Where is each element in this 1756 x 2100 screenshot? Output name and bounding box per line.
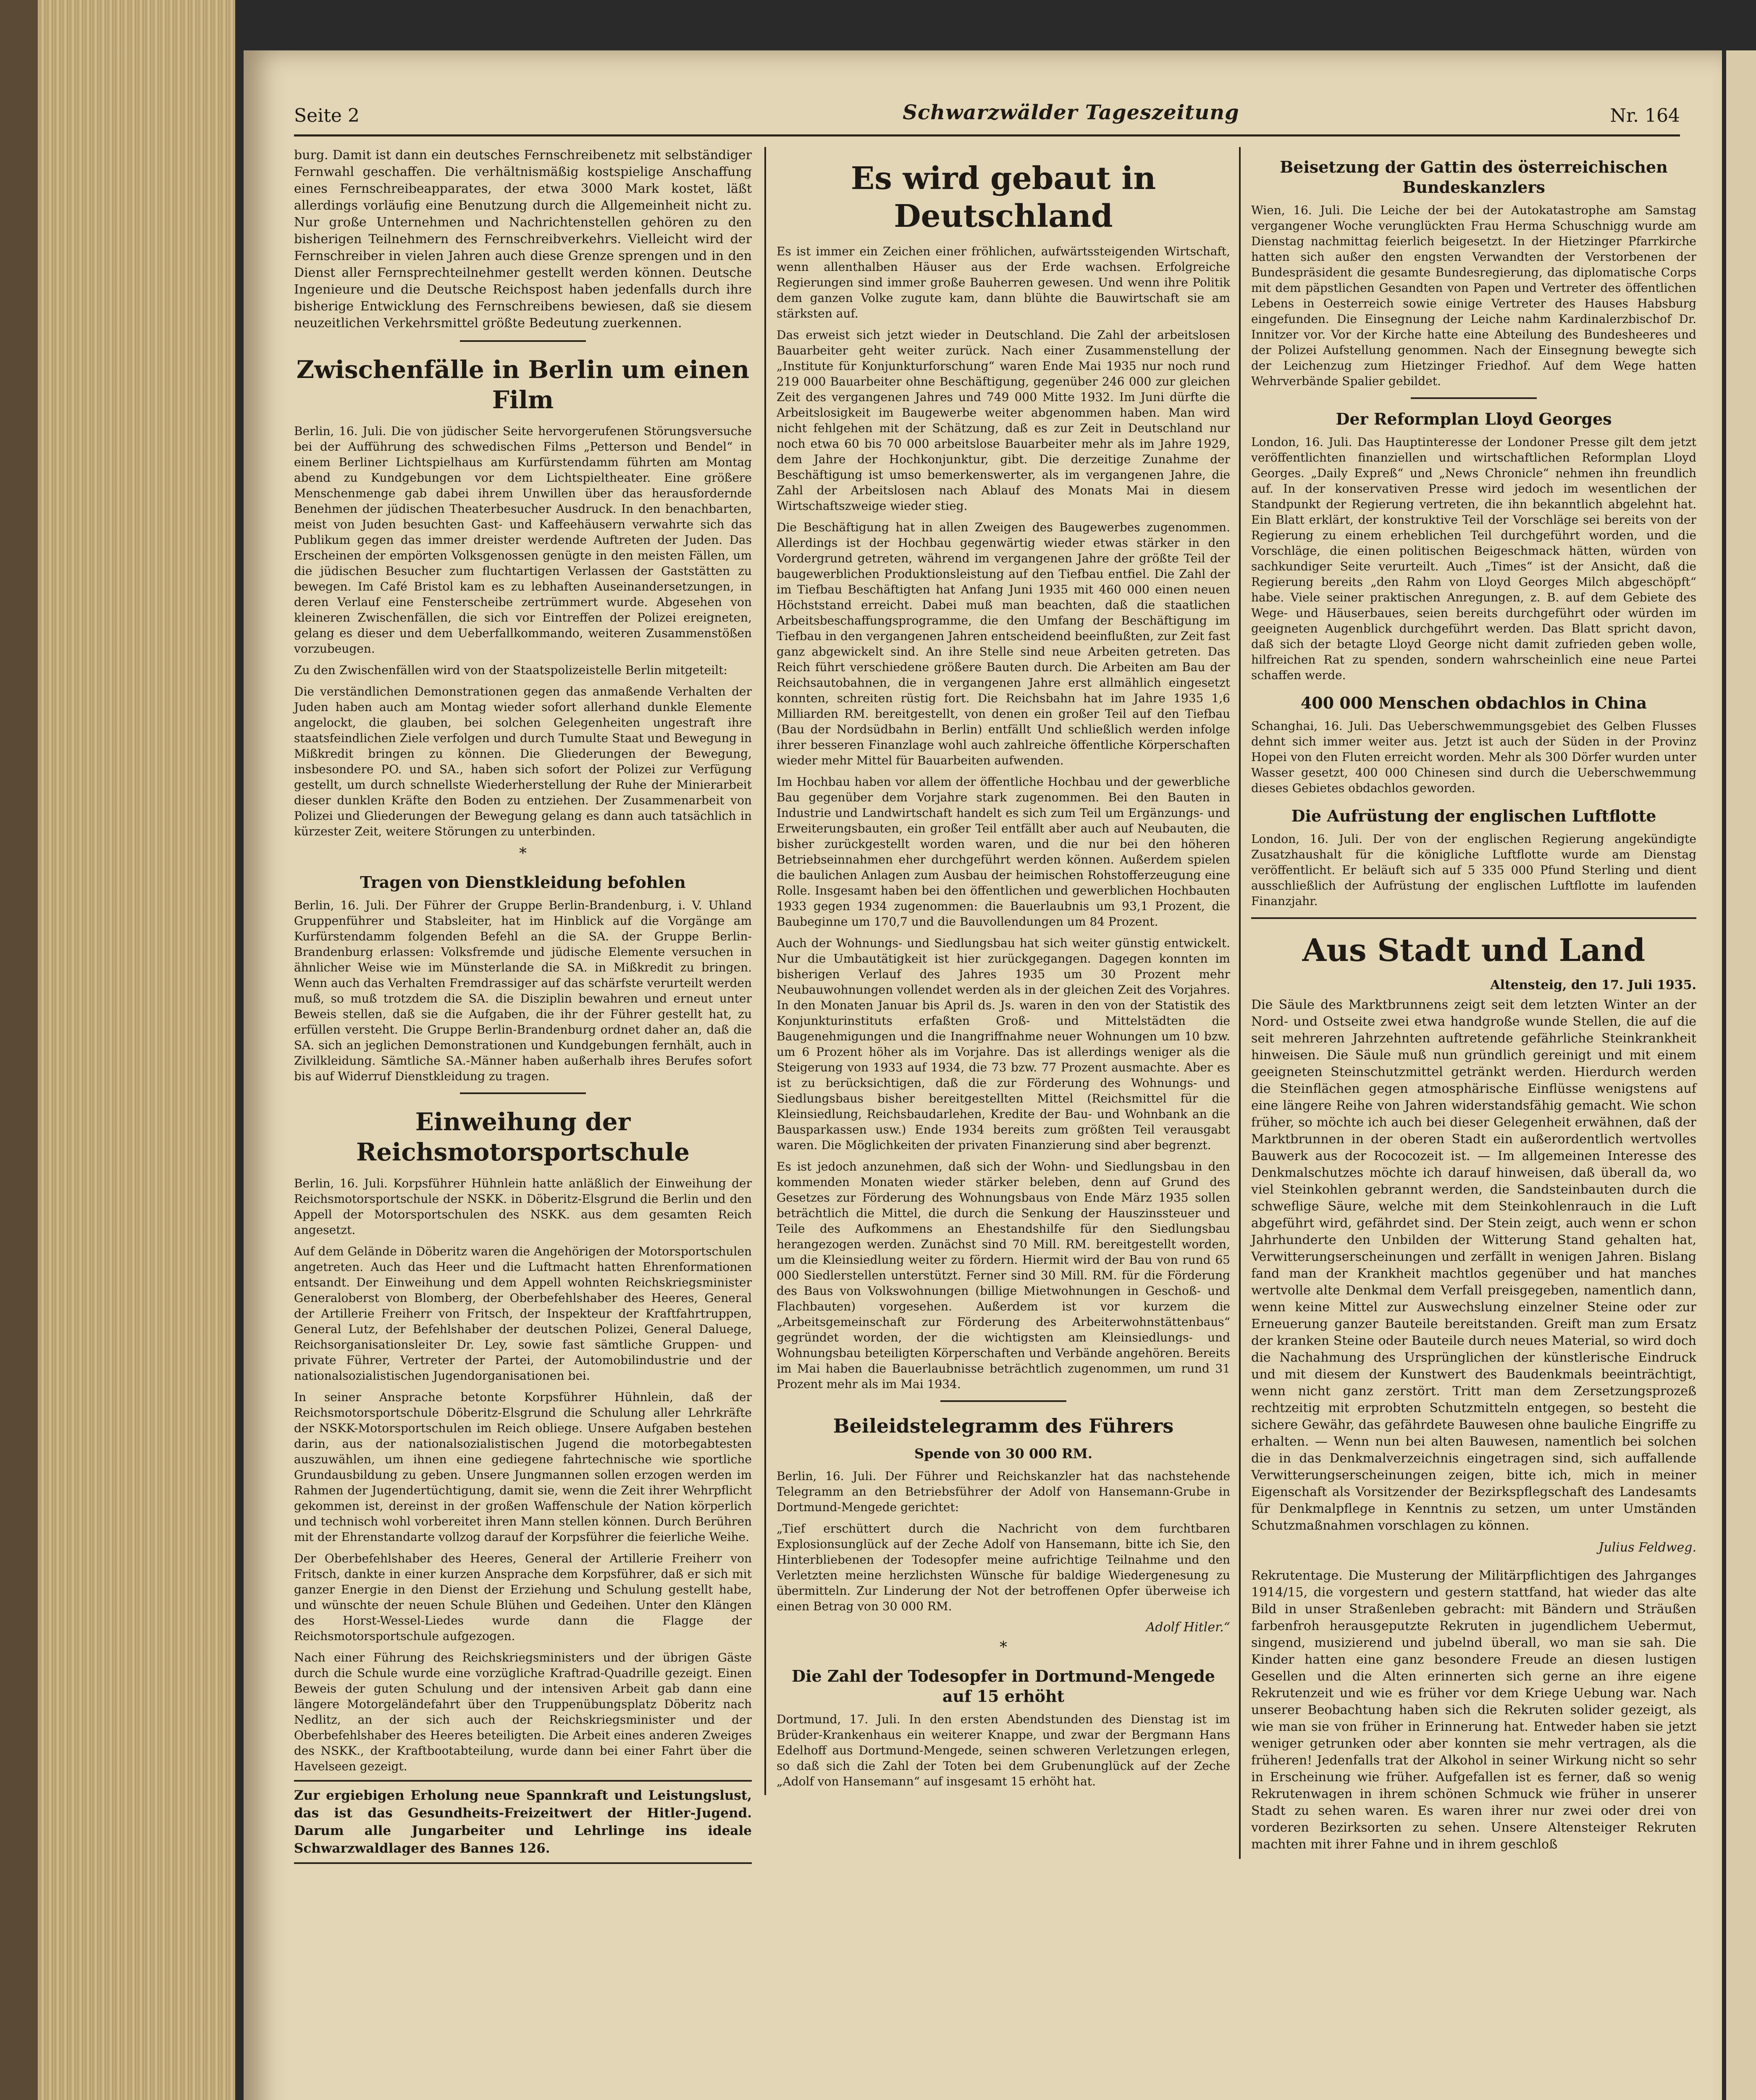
headline-film-incidents: Zwischenfälle in Berlin um einen Film bbox=[296, 355, 750, 414]
divider bbox=[460, 1092, 586, 1094]
paragraph: Die verständlichen Demonstrationen gegen das anmaßende Verhalten der Juden haben auch am Montag wieder sofort allerhand dunkle Elemente angelockt, die glauben, bei solchen Gelegenheiten ungestraft ihre staatsfeindlichen Ziele verfolgen und durch Tumulte Staat und Bewegung in Mißkredit bringen zu können. Die Gliederungen der Bewegung, insbesondere PO. und SA., haben sich sofort der Polizei zur Verfügung gestellt, um durch schnellste Wiederherstellung der Ruhe der Minierarbeit dieser dunklen Kräfte den Boden zu entziehen. Der Zusammenarbeit von Polizei und Gliederungen der Bewegung gelang es dann auch tatsächlich in kürzester Zeit, weitere Störungen zu unterbinden. bbox=[294, 685, 752, 838]
article-continuation: burg. Damit ist dann ein deutsches Fernschreibenetz mit selbständiger Fernwahl geschaffen. Die verhältnismäßig kostspielige Anschaffung eines Fernschreibeapparates, der etwa 3000 Mark kostet, läßt allerdings vorläufig eine Benutzung durch die Allgemeinheit nicht zu. Nur große Unternehmen und Nachrichtenstellen gehören zu den bisherigen Teilnehmern des Fernschreibverkehrs. Vielleicht wird der Fernschreiber in vielen Jahren auch diese Grenze sprengen und in den Dienst aller Fernsprechteilnehmer gestellt werden können. Deutsche Ingenieure und die Deutsche Reichspost haben jedenfalls durch ihre bisherige Entwicklung des Fernschreibens bewiesen, daß sie diesem neuzeitlichen Verkehrsmittel größte Bedeutung zuerkennen. bbox=[294, 148, 752, 331]
headline-motorsport-school: Einweihung der Reichsmotorsportschule bbox=[356, 1108, 690, 1166]
paragraph: Berlin, 16. Juli. Korpsführer Hühnlein hatte anläßlich der Einweihung der Reichsmotorsportschule der NSKK. in Döberitz-Elsgrund die Berlin und den Appell der Motorsportschulen des NSKK. aus dem gesamten Reich angesetzt. bbox=[294, 1176, 752, 1237]
paragraph: Die Säule des Marktbrunnens zeigt seit dem letzten Winter an der Nord- und Ostseite zwei etwa handgroße wunde Stellen, die auf die seit mehreren Jahrzehnten auftretende gefährliche Steinkrankheit hinweisen. Die Säule muß nun gründlich gereinigt und mit einem geeigneten Steinschutzmittel getränkt werden. Hierdurch werden die Steinflächen gegen atmosphärische Einflüsse wenigstens auf eine längere Reihe von Jahren widerstandsfähig gemacht. Wie schon früher, so möchte ich auch bei dieser Gelegenheit erwähnen, daß der Marktbrunnen in der oberen Stadt ein außerordentlich wertvolles Bauwerk aus der Rococozeit ist. — Im allgemeinen Interesse des Denkmalschutzes möchte ich darauf hinweisen, daß überall da, wo viel Steinkohlen gebrannt werden, die Sandsteinbauten durch die schweflige Säure, welche mit dem Steinkohlenrauch in die Luft abgeführt wird, gefährdet sind. Der Stein zeigt, auch wenn er schon Jahrhunderte den Unbilden der Witterung Stand gehalten hat, Verwitterungserscheinungen und zerfällt in wenigen Jahren. Bislang fand man der Krankheit machtlos gegenüber und hat manches wertvolle alte Denkmal dem Verfall preisgegeben, namentlich dann, wenn keine Mittel zur Auswechslung einzelner Steine oder zur Erneuerung ganzer Bauteile bereitstanden. Greift man zum Ersatz der kranken Steine oder Bauteile durch neues Material, so wird doch die Nachahmung des Ursprünglichen der künstlerische Eindruck und mit diesem der Kunstwert des Baudenkmals beeinträchtigt, wenn nicht ganz zerstört. Tritt man dem Zersetzungsprozeß rechtzeitig mit erprobten Schutzmitteln entgegen, so besteht die sichere Gewähr, das gefährdete Bauwesen ohne bauliche Eingriffe zu erhalten. — Wenn nun bei alten Bauwesen, namentlich bei solchen die in das Denkmalverzeichnis eingetragen sind, sich auffallende Verwitterungserscheinungen zeigen, bitte ich, mich in meiner Eigenschaft als Vorsitzender der Bezirkspflegschaft des Landesamts für Denkmalpflege in Kenntnis zu setzen, um unter Umständen Schutzmaßnahmen vorschlagen zu können. bbox=[1251, 998, 1696, 1533]
headline-local-section: Aus Stadt und Land bbox=[1302, 932, 1646, 969]
page-header bbox=[294, 88, 1680, 136]
paragraph: Es ist jedoch anzunehmen, daß sich der Wohn- und Siedlungsbau in den kommenden Monaten wieder stärker beleben, denn auf Grund des Gesetzes zur Förderung des Wohnungsbaus von Ende März 1935 sollen beträchtlich die Mittel, die durch die Senkung der Hauszinssteuer und Teile des Aufkommens an Ehestandshilfe für den Siedlungsbau herangezogen werden. Zunächst sind 70 Mill. RM. bereitgestellt worden, um die Kleinsiedlung weiter zu fördern. Hiermit wird der Bau von rund 65 000 Siedlerstellen unterstützt. Ferner sind 30 Mill. RM. für die Förderung des Baus von Volkswohnungen (billige Mietwohnungen in Geschoß- und Flachbauten) vorgesehen. Außerdem ist vor kurzem die „Arbeitsgemeinschaft zur Förderung des Arbeiterwohnstättenbaus“ gegründet worden, der die wichtigsten am Kleinsiedlungs- und Wohnungsbau beteiligten Körperschaften und Verbände angehören. Bereits im Mai haben die Bauerlaubnisse beträchtlich zugenommen, um rund 31 Prozent mehr als im Mai 1934. bbox=[777, 1160, 1230, 1391]
headline-funeral: Beisetzung der Gattin des österreichischen Bundeskanzlers bbox=[1280, 158, 1668, 197]
headline-reform-plan: Der Reformplan Lloyd Georges bbox=[1336, 410, 1612, 428]
separator-star: * bbox=[1000, 1639, 1007, 1656]
telegram-text: „Tief erschüttert durch die Nachricht von dem furchtbaren Explosionsunglück auf der Zeche Adolf von Hansemann, bitte ich Sie, den Hinterbliebenen der Todesopfer meine aufrichtige Teilnahme und den Verletzten meine herzlichsten Wünsche für baldige Wiedergenesung zu übermitteln. Zur Linderung der Not der betroffenen Opfer überweise ich einen Betrag von 30 000 RM. bbox=[777, 1522, 1230, 1613]
paragraph: Die Beschäftigung hat in allen Zweigen des Baugewerbes zugenommen. Allerdings ist der Hochbau gegenwärtig wieder etwas stärker in den Vordergrund getreten, während im vergangenen Jahre der größte Teil der baugewerblichen Produktionsleistung auf den Tiefbau entfiel. Die Zahl der im Tiefbau Beschäftigten hat Anfang Juni 1935 mit 460 000 einen neuen Höchststand erreicht. Dabei muß man beachten, daß die staatlichen Arbeitsbeschaffungsprogramme, die den Umfang der Beschäftigung im Tiefbau in den vergangenen Jahren entscheidend beeinflußten, zur Zeit fast ganz abgewickelt sind. An ihre Stelle sind neue Arbeiten getreten. Das Reich führt verschiedene größere Bauten durch. Die Arbeiten am Bau der Reichsautobahnen, die in vergangenen Jahre erst allmählich eingesetzt konnten, schreiten rüstig fort. Die Reichsbahn hat im Jahre 1935 1,6 Milliarden RM. bereitgestellt, von denen ein großer Teil auf den Tiefbau (Bau der Nordsüdbahn in Berlin) entfällt Und schließlich werden infolge ihrer besseren Finanzlage wohl auch zahlreiche öffentliche Körperschaften wieder mehr Mittel für Bauarbeiten aufwenden. bbox=[777, 520, 1230, 767]
subheadline-donation: Spende von 30 000 RM. bbox=[914, 1446, 1093, 1462]
divider bbox=[1411, 397, 1537, 399]
separator-star: * bbox=[519, 845, 527, 862]
page-number-label: Seite 2 bbox=[294, 105, 360, 126]
paragraph: Rekrutentage. Die Musterung der Militärpflichtigen des Jahrganges 1914/15, die vorgestern und gestern stattfand, hat wieder das alte Bild in unser Straßenleben gebracht: mit Bändern und Sträußen farbenfroh herausgeputzte Rekruten in jugendlichem Uebermut, singend, musizierend und jubelnd überall, wo man sie sah. Die Kinder hatten eine ganz besondere Freude an diesen lustigen Gesellen und die Alten erinnerten sich gerne an ihre eigene Rekrutenzeit und wie es früher vor dem Kriege Uebung war. Nach unserer Beobachtung haben sich die Rekruten solider gezeigt, als wie man sie von früher in Erinnerung hat. Entweder haben sie jetzt weniger getrunken oder aber konnten sie mehr vertragen, als die früheren! Jedenfalls trat der Alkohol in seiner Wirkung nicht so sehr in Erscheinung wie früher. Aufgefallen ist es ferner, daß so wenig Rekrutenwagen in ihrem schönen Schmuck wie früher in unserer Stadt zu sehen waren. Es waren ihrer nur zwei oder drei von vorderen Bezirksorten zu sehen. Unsere Altensteiger Rekruten machten mit ihrer Fahne und in ihrem geschloß bbox=[1251, 1568, 1696, 1852]
divider bbox=[1251, 917, 1696, 919]
paragraph: Im Hochbau haben vor allem der öffentliche Hochbau und der gewerbliche Bau gegenüber dem Vorjahre stark zugenommen. Bei den Bauten in Industrie und Landwirtschaft handelt es sich zum Teil um Ergänzungs- und Erweiterungsbauten, ein großer Teil entfällt aber auch auf Neubauten, die bisher zurückgestellt worden waren, und die nur bei den höheren Betriebseinnahmen eher durchgeführt werden können. Außerdem spielen die baulichen Anlagen zum Ausbau der heimischen Rohstofferzeugung eine Rolle. Insgesamt haben bei den öffentlichen und gewerblichen Hochbauten 1933 gegen 1934 zugenommen: die Bauerlaubnis um 93,1 Prozent, die Baubeginne um 170,7 und die Bauvollendungen um 84 Prozent. bbox=[777, 775, 1230, 929]
paragraph: London, 16. Juli. Das Hauptinteresse der Londoner Presse gilt dem jetzt veröffentlichten finanziellen und wirtschaftlichen Reformplan Lloyd Georges. „Daily Expreß“ und „News Chronicle“ nehmen ihn freundlich auf. In der konservativen Presse wird jedoch im wesentlichen der Standpunkt der Regierung vertreten, die ihn bekanntlich abgelehnt hat. Ein Blatt erklärt, der konstruktive Teil der Vorschläge sei bereits von der Regierung zu einem erheblichen Teil durchgeführt worden, und die Vorschläge, die einen politischen Beigeschmack hätten, würden von sachkundiger Seite verurteilt. Auch „Times“ ist der Ansicht, daß die Regierung bereits „den Rahm von Lloyd Georges Milch abgeschöpft“ habe. Viele seiner praktischen Anregungen, z. B. auf dem Gebiete des Wege- und Häuserbaues, seien bereits durchgeführt oder würden im geeigneten Augenblick durchgeführt werden. Das Blatt spricht davon, daß sich der betagte Lloyd George nicht damit zufrieden geben wolle, hilfreichen Rat zu spenden, sondern wahrscheinlich eine neue Partei schaffen werde. bbox=[1251, 435, 1696, 682]
headline-china-flood: 400 000 Menschen obdachlos in China bbox=[1300, 693, 1647, 712]
author-signature: Julius Feldweg. bbox=[1599, 1540, 1696, 1555]
paragraph: In seiner Ansprache betonte Korpsführer Hühnlein, daß der Reichsmotorsportschule Döberitz-Elsgrund die Schulung aller Lehrkräfte der NSKK-Motorsportschulen im Reich obliege. Unsere Aufgaben bestehen darin, aus der nationalsozialistischen Jugend die motorbegabtesten auszuwählen, um ihnen eine gediegene fahrtechnische wie sportliche Grundausbildung zu geben. Unsere Jungmannen sollen erzogen werden im Rahmen der Jugendertüchtigung, damit sie, wenn die Zeit ihrer Wehrpflicht gekommen ist, dereinst in der großen Waffenschule der Nation körperlich und technisch wohl vorbereitet ihren Mann stellen können. Durch Berühren mit der Ehrenstandarte vollzog darauf der Korpsführer die feierliche Weihe. bbox=[294, 1390, 752, 1544]
newspaper-title: Schwarzwälder Tageszeitung bbox=[903, 101, 1239, 124]
paragraph: Berlin, 16. Juli. Der Führer und Reichskanzler hat das nachstehende Telegramm an den Betriebsführer der Adolf von Hansemann-Grube in Dortmund-Mengede gerichtet: bbox=[777, 1469, 1230, 1514]
column-1 bbox=[294, 147, 752, 1864]
headline-condolence-telegram: Beileidstelegramm des Führers bbox=[833, 1415, 1174, 1437]
paragraph: Wien, 16. Juli. Die Leiche der bei der Autokatastrophe am Samstag vergangener Woche verunglückten Frau Herma Schuschnigg wurde am Dienstag nachmittag feierlich beigesetzt. In der Hietzinger Pfarrkirche hatten sich außer den engsten Verwandten der Verstorbenen der Bundespräsident die gesamte Bundesregierung, das diplomatische Corps mit dem päpstlichen Gesandten von Papen und Vertreter des öffentlichen Lebens in Oesterreich sowie einige Vertreter des Hauses Habsburg eingefunden. Die Einsegnung der Leiche nahm Kardinalerzbischof Dr. Innitzer vor. Vor der Kirche hatte eine Abteilung des Bundesheeres und der Polizei Aufstellung genommen. Nach der Einsegnung bewegte sich der Leichenzug zum Hietzinger Friedhof. Auf dem Wege hatten Wehrverbände Spalier gebildet. bbox=[1251, 203, 1696, 388]
paragraph: Das erweist sich jetzt wieder in Deutschland. Die Zahl der arbeitslosen Bauarbeiter geht weiter zurück. Nach einer Zusammenstellung der „Institute für Konjunkturforschung“ waren Ende Mai 1935 nur noch rund 219 000 Bauarbeiter ohne Beschäftigung, gegenüber 246 000 zur gleichen Zeit des vergangenen Jahres und 749 000 Mitte 1932. Im Juni dürfte die Arbeitslosigkeit im Baugewerbe weiter abgenommen haben. Man wird nicht fehlgehen mit der Schätzung, daß es zur Zeit in Deutschland nur noch etwa 60 bis 70 000 arbeitslose Bauarbeiter mehr als im Jahre 1929, dem Jahre der Hochkonjunktur, gibt. Die derzeitige Zunahme der Beschäftigung ist umso bemerkenswerter, als im vergangenen Jahre, die Zahl der Arbeitslosen nach Ablauf des Monats Mai in diesem Wirtschaftszweige wieder stieg. bbox=[777, 328, 1230, 513]
paragraph: London, 16. Juli. Der von der englischen Regierung angekündigte Zusatzhaushalt für die königliche Luftflotte wurde am Dienstag veröffentlicht. Er beläuft sich auf 5 335 000 Pfund Sterling und dient ausschließlich der Aufrüstung der englischen Luftflotte im laufenden Finanzjahr. bbox=[1251, 832, 1696, 908]
paragraph: Auch der Wohnungs- und Siedlungsbau hat sich weiter günstig entwickelt. Nur die Umbautätigkeit ist hier zurückgegangen. Dagegen konnten im bisherigen Verlauf des Jahres 1935 um 30 Prozent mehr Neubauwohnungen vollendet werden als in der gleichen Zeit des Vorjahres. In den Monaten Januar bis April ds. Js. waren in den von der Statistik des Konjunkturinstituts erfaßten Groß- und Mittelstädten die Baugenehmigungen und die Inangriffnahme neuer Wohnungen um 10 bzw. um 6 Prozent höher als im Vorjahre. Das ist allerdings weniger als die Steigerung von 1933 auf 1934, die 73 bzw. 77 Prozent ausmachte. Aber es ist zu berücksichtigen, daß die zur Förderung des Wohnungs- und Siedlungsbaus bisher bereitgestellten Mittel (Reichsmittel für die Kleinsiedlung, Reichsbaudarlehen, Kredite der Bau- und Wohnbank an die Bausparkassen usw.) Ende 1934 bereits zum größten Teil verausgabt waren. Die Möglichkeiten der privaten Finanzierung sind aber begrenzt. bbox=[777, 936, 1230, 1152]
headline-death-toll: Die Zahl der Todesopfer in Dortmund-Mengede auf 15 erhöht bbox=[792, 1667, 1215, 1706]
column-2 bbox=[764, 147, 1230, 1795]
paragraph: Der Oberbefehlshaber des Heeres, General der Artillerie Freiherr von Fritsch, dankte in einer kurzen Ansprache dem Korpsführer, daß er sich mit ganzer Energie in den Dienst der Erziehung und Schulung gestellt habe, und wünschte der neuen Schule Blühen und Gedeihen. Unter den Klängen des Horst-Wessel-Liedes wurde dann die Flagge der Reichsmotorsportschule aufgezogen. bbox=[294, 1551, 752, 1643]
headline-building-in-germany: Es wird gebaut in Deutschland bbox=[850, 160, 1156, 234]
telegram-signature: Adolf Hitler.“ bbox=[1146, 1620, 1230, 1635]
newspaper-page bbox=[244, 50, 1722, 2100]
divider bbox=[460, 340, 586, 342]
dateline: Altensteig, den 17. Juli 1935. bbox=[1490, 978, 1696, 992]
paragraph: Dortmund, 17. Juli. In den ersten Abendstunden des Dienstag ist im Brüder-Krankenhaus ein weiterer Knappe, und zwar der Bergmann Hans Edelhoff aus Dortmund-Mengede, seinen schweren Verletzungen erlegen, so daß sich die Zahl der Toten bei dem Grubenunglück auf der Zeche „Adolf von Hansemann“ auf insgesamt 15 erhöht hat. bbox=[777, 1712, 1230, 1788]
divider bbox=[940, 1400, 1066, 1402]
paragraph: Es ist immer ein Zeichen einer fröhlichen, aufwärtssteigenden Wirtschaft, wenn allenthalben Häuser aus der Erde wachsen. Erfolgreiche Regierungen sind immer große Bauherren gewesen. Und wenn ihre Politik dem ganzen Volke zugute kam, dann blühte die Bauwirtschaft sie am stärksten auf. bbox=[777, 244, 1230, 320]
paragraph: Auf dem Gelände in Döberitz waren die Angehörigen der Motorsportschulen angetreten. Auch das Heer und die Luftmacht hatten Ehrenformationen entsandt. Der Einweihung und dem Appell wohnten Reichskriegsminister Generaloberst von Blomberg, der Oberbefehlshaber des Heeres, General der Artillerie Freiherr von Fritsch, der Inspekteur der Kraftfahrtruppen, General Lutz, der Befehlshaber der deutschen Polizei, General Daluege, Reichsorganisationsleiter Dr. Ley, sowie fast sämtliche Gruppen- und private Führer, Vertreter der Partei, der Automobilindustrie und der nationalsozialistischen Jugendorganisationen bei. bbox=[294, 1244, 752, 1383]
paragraph: Zu den Zwischenfällen wird von der Staatspolizeistelle Berlin mitgeteilt: bbox=[294, 663, 727, 677]
paragraph: Berlin, 16. Juli. Der Führer der Gruppe Berlin-Brandenburg, i. V. Uhland Gruppenführer und Stabsleiter, hat im Hinblick auf die Vorgänge am Kurfürstendamm folgenden Befehl an die SA. der Gruppe Berlin-Brandenburg erlassen: Volksfremde und jüdische Elemente versuchen in ähnlicher Weise wie im Münsterlande die SA. in Mißkredit zu bringen. Wenn auch das Verhalten Fremdrassiger auf das schärfste verurteilt werden muß, so muß trotzdem die SA. die Disziplin bewahren und erneut unter Beweis stellen, daß sie die Aufgaben, die ihr der Führer gestellt hat, zu erfüllen versteht. Die Gruppe Berlin-Brandenburg ordnet daher an, daß die SA. sich an jeglichen Demonstrationen und Kundgebungen fernhält, auch in Zivilkleidung. Sämtliche SA.-Männer haben außerhalb ihres Berufes sofort bis auf Widerruf Dienstkleidung zu tragen. bbox=[294, 898, 752, 1083]
headline-uniform-order: Tragen von Dienstkleidung befohlen bbox=[360, 873, 686, 892]
headline-air-fleet: Die Aufrüstung der englischen Luftflotte bbox=[1291, 806, 1656, 825]
book-binding bbox=[0, 0, 38, 2100]
paragraph: Nach einer Führung des Reichskriegsministers und der übrigen Gäste durch die Schule wurde eine vorzügliche Kraftrad-Quadrille gezeigt. Einen Beweis der guten Schulung und der intensiven Arbeit gab dann eine längere Motorgeländefahrt über den Truppenübungsplatz Döberitz nach Nedlitz, an der sich auch der Reichskriegsminister und der Oberbefehlshaber des Heeres beteiligten. Die Arbeit eines anderen Zweiges des NSKK., der Kraftbootabteilung, wurde dann bei einer Fahrt über die Havelseen gezeigt. bbox=[294, 1651, 752, 1773]
adjacent-page-strip bbox=[1726, 50, 1756, 2100]
column-3 bbox=[1239, 147, 1696, 1859]
issue-number: Nr. 164 bbox=[1610, 105, 1680, 126]
notice-box-hitler-youth: Zur ergiebigen Erholung neue Spannkraft und Leistungslust, das ist das Gesundheits-Freizeitwert der Hitler-Jugend. Darum alle Jungarbeiter und Lehrlinge ins ideale Schwarzwaldlager des Bannes 126. bbox=[294, 1780, 752, 1864]
paragraph: Schanghai, 16. Juli. Das Ueberschwemmungsgebiet des Gelben Flusses dehnt sich immer weiter aus. Jetzt ist auch der Süden in der Provinz Hopei von den Fluten erreicht worden. Mehr als 300 Dörfer wurden unter Wasser gesetzt, 400 000 Chinesen sind durch die Ueberschwemmung dieses Gebietes obdachlos geworden. bbox=[1251, 719, 1696, 795]
paragraph: Berlin, 16. Juli. Die von jüdischer Seite hervorgerufenen Störungsversuche bei der Aufführung des schwedischen Films „Petterson und Bendel“ in einem Berliner Lichtspielhaus am Kurfürstendamm führten am Montag abend zu Kundgebungen vor dem Lichtspieltheater. Eine größere Menschenmenge gab dabei ihrem Unwillen über das herausfordernde Benehmen der jüdischen Theaterbesucher Ausdruck. In den benachbarten, meist von Juden besuchten Gast- und Kaffeehäusern verwahrte sich das Publikum gegen das immer dreister werdende Auftreten der Juden. Das Erscheinen der empörten Volksgenossen genügte in den meisten Fällen, um die jüdischen Besucher zum fluchtartigen Verlassen der Gaststätten zu bewegen. Im Café Bristol kam es zu lebhaften Auseinandersetzungen, in deren Verlauf eine Fensterscheibe zertrümmert wurde. Abgesehen von kleineren Zwischenfällen, die sich vor Eintreffen der Polizei ereigneten, gelang es dieser und dem Ueberfallkommando, weiteren Zusammenstößen vorzubeugen. bbox=[294, 424, 752, 656]
